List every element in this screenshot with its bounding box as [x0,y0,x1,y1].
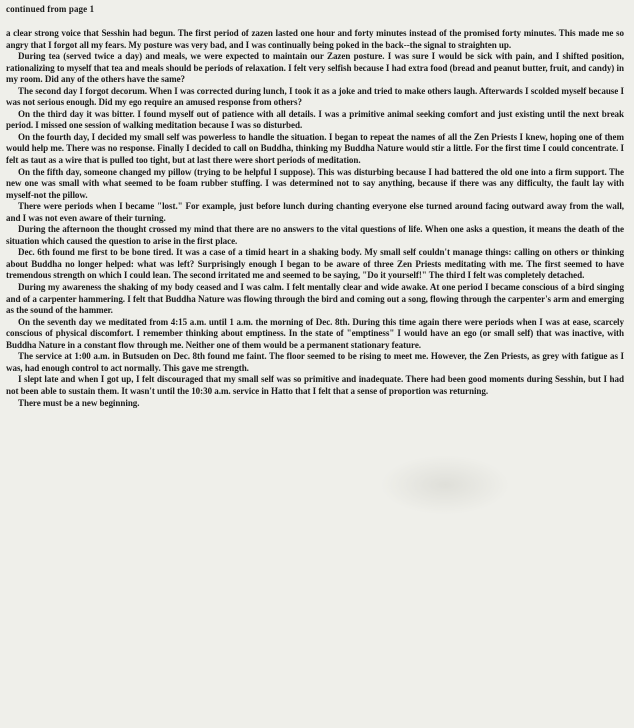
paragraph: The service at 1:00 a.m. in Butsuden on Dec. 8th found me faint. The floor seemed to be rising to meet me. However, the Zen Priests, as grey with fatigue as I was, had enough control to act normally. This gave me strength. [6,351,624,373]
paper-stain [380,455,510,515]
paragraph: Dec. 6th found me first to be bone tired. It was a case of a timid heart in a shaking body. My small self couldn't manage things: calling on others or thinking about Buddha no longer helped: what was left? Surprisingly enough I began to be aware of three Zen Priests meditating with me. The first seemed to have tremendous strength on which I could lean. The second irritated me and seemed to be saying, "Do it yourself!" The third I felt was completely detached. [6,247,624,281]
paragraph: During my awareness the shaking of my body ceased and I was calm. I felt mentally clear and wide awake. At one period I became conscious of a bird singing and of a carpenter hammering. I felt that Buddha Nature was flowing through the bird and coming out a song, flowing through the carpenter's arm and emerging as the sound of the hammer. [6,282,624,316]
paragraph: On the seventh day we meditated from 4:15 a.m. until 1 a.m. the morning of Dec. 8th. During this time again there were periods when I was at ease, scarcely conscious of physical discomfort. I remember thinking about emptiness. In the state of "emptiness" I would have an ego (or small self) that was inactive, with Buddha Nature in a constant flow through me. Neither one of them would be a permanent stationary feature. [6,316,624,350]
paragraph: On the fifth day, someone changed my pillow (trying to be helpful I suppose). This was disturbing because I had battered the old one into a firm support. The new one was small with what seemed to be foam rubber stuffing. I was determined not to say anything, because if there was any difficulty, the fault lay with myself-not the pillow. [6,166,624,200]
paragraph: The second day I forgot decorum. When I was corrected during lunch, I took it as a joke and tried to make others laugh. Afterwards I scolded myself because I was not serious enough. Did my ego require an amused response from others? [6,85,624,108]
continued-header: continued from page 1 [6,4,95,14]
paragraph: There must be a new beginning. [18,397,140,408]
paragraph: There were periods when I became "lost." For example, just before lunch during chanting everyone else turned around facing outward away from the wall, and I was not even aware of their turning. [6,201,624,223]
paragraph: a clear strong voice that Sesshin had begun. The first period of zazen lasted one hour and forty minutes instead of the promised forty minutes. This made me so angry that I forgot all my fears. My posture was very bad, and I was continually being poked in the back--the signal to straighten up. [6,28,624,50]
paragraph: On the third day it was bitter. I found myself out of patience with all details. I was a primitive animal seeking comfort and just existing until the next break period. I missed one session of walking meditation because I was so disturbed. [6,108,624,131]
paragraph: During tea (served twice a day) and meals, we were expected to maintain our Zazen posture. I was sure I would be sick with pain, and I shifted position, rationalizing to myself that tea and meals should be periods of relaxation. I felt very selfish because I had extra food (bread and peanut butter, fruit, and candy) in my room. Did any of the others have the same? [6,51,624,85]
article-body [6,28,624,409]
paragraph: On the fourth day, I decided my small self was powerless to handle the situation. I began to repeat the names of all the Zen Priests I knew, hoping one of them would help me. There was no response. Finally I decided to call on Buddha, thinking my Buddha Nature would stir a little. For the first time I could concentrate. I felt as taut as a wire that is pulled too tight, but at last there were short periods of meditation. [6,131,624,166]
paragraph: During the afternoon the thought crossed my mind that there are no answers to the vital questions of life. When one asks a question, it means the death of the situation which caused the question to arise in the first place. [6,224,624,246]
paragraph: I slept late and when I got up, I felt discouraged that my small self was so primitive and inadequate. There had been good moments during Sesshin, but I had not been able to sustain them. It wasn't until the 10:30 a.m. service in Hatto that I felt that a sense of proportion was returning. [6,374,624,396]
